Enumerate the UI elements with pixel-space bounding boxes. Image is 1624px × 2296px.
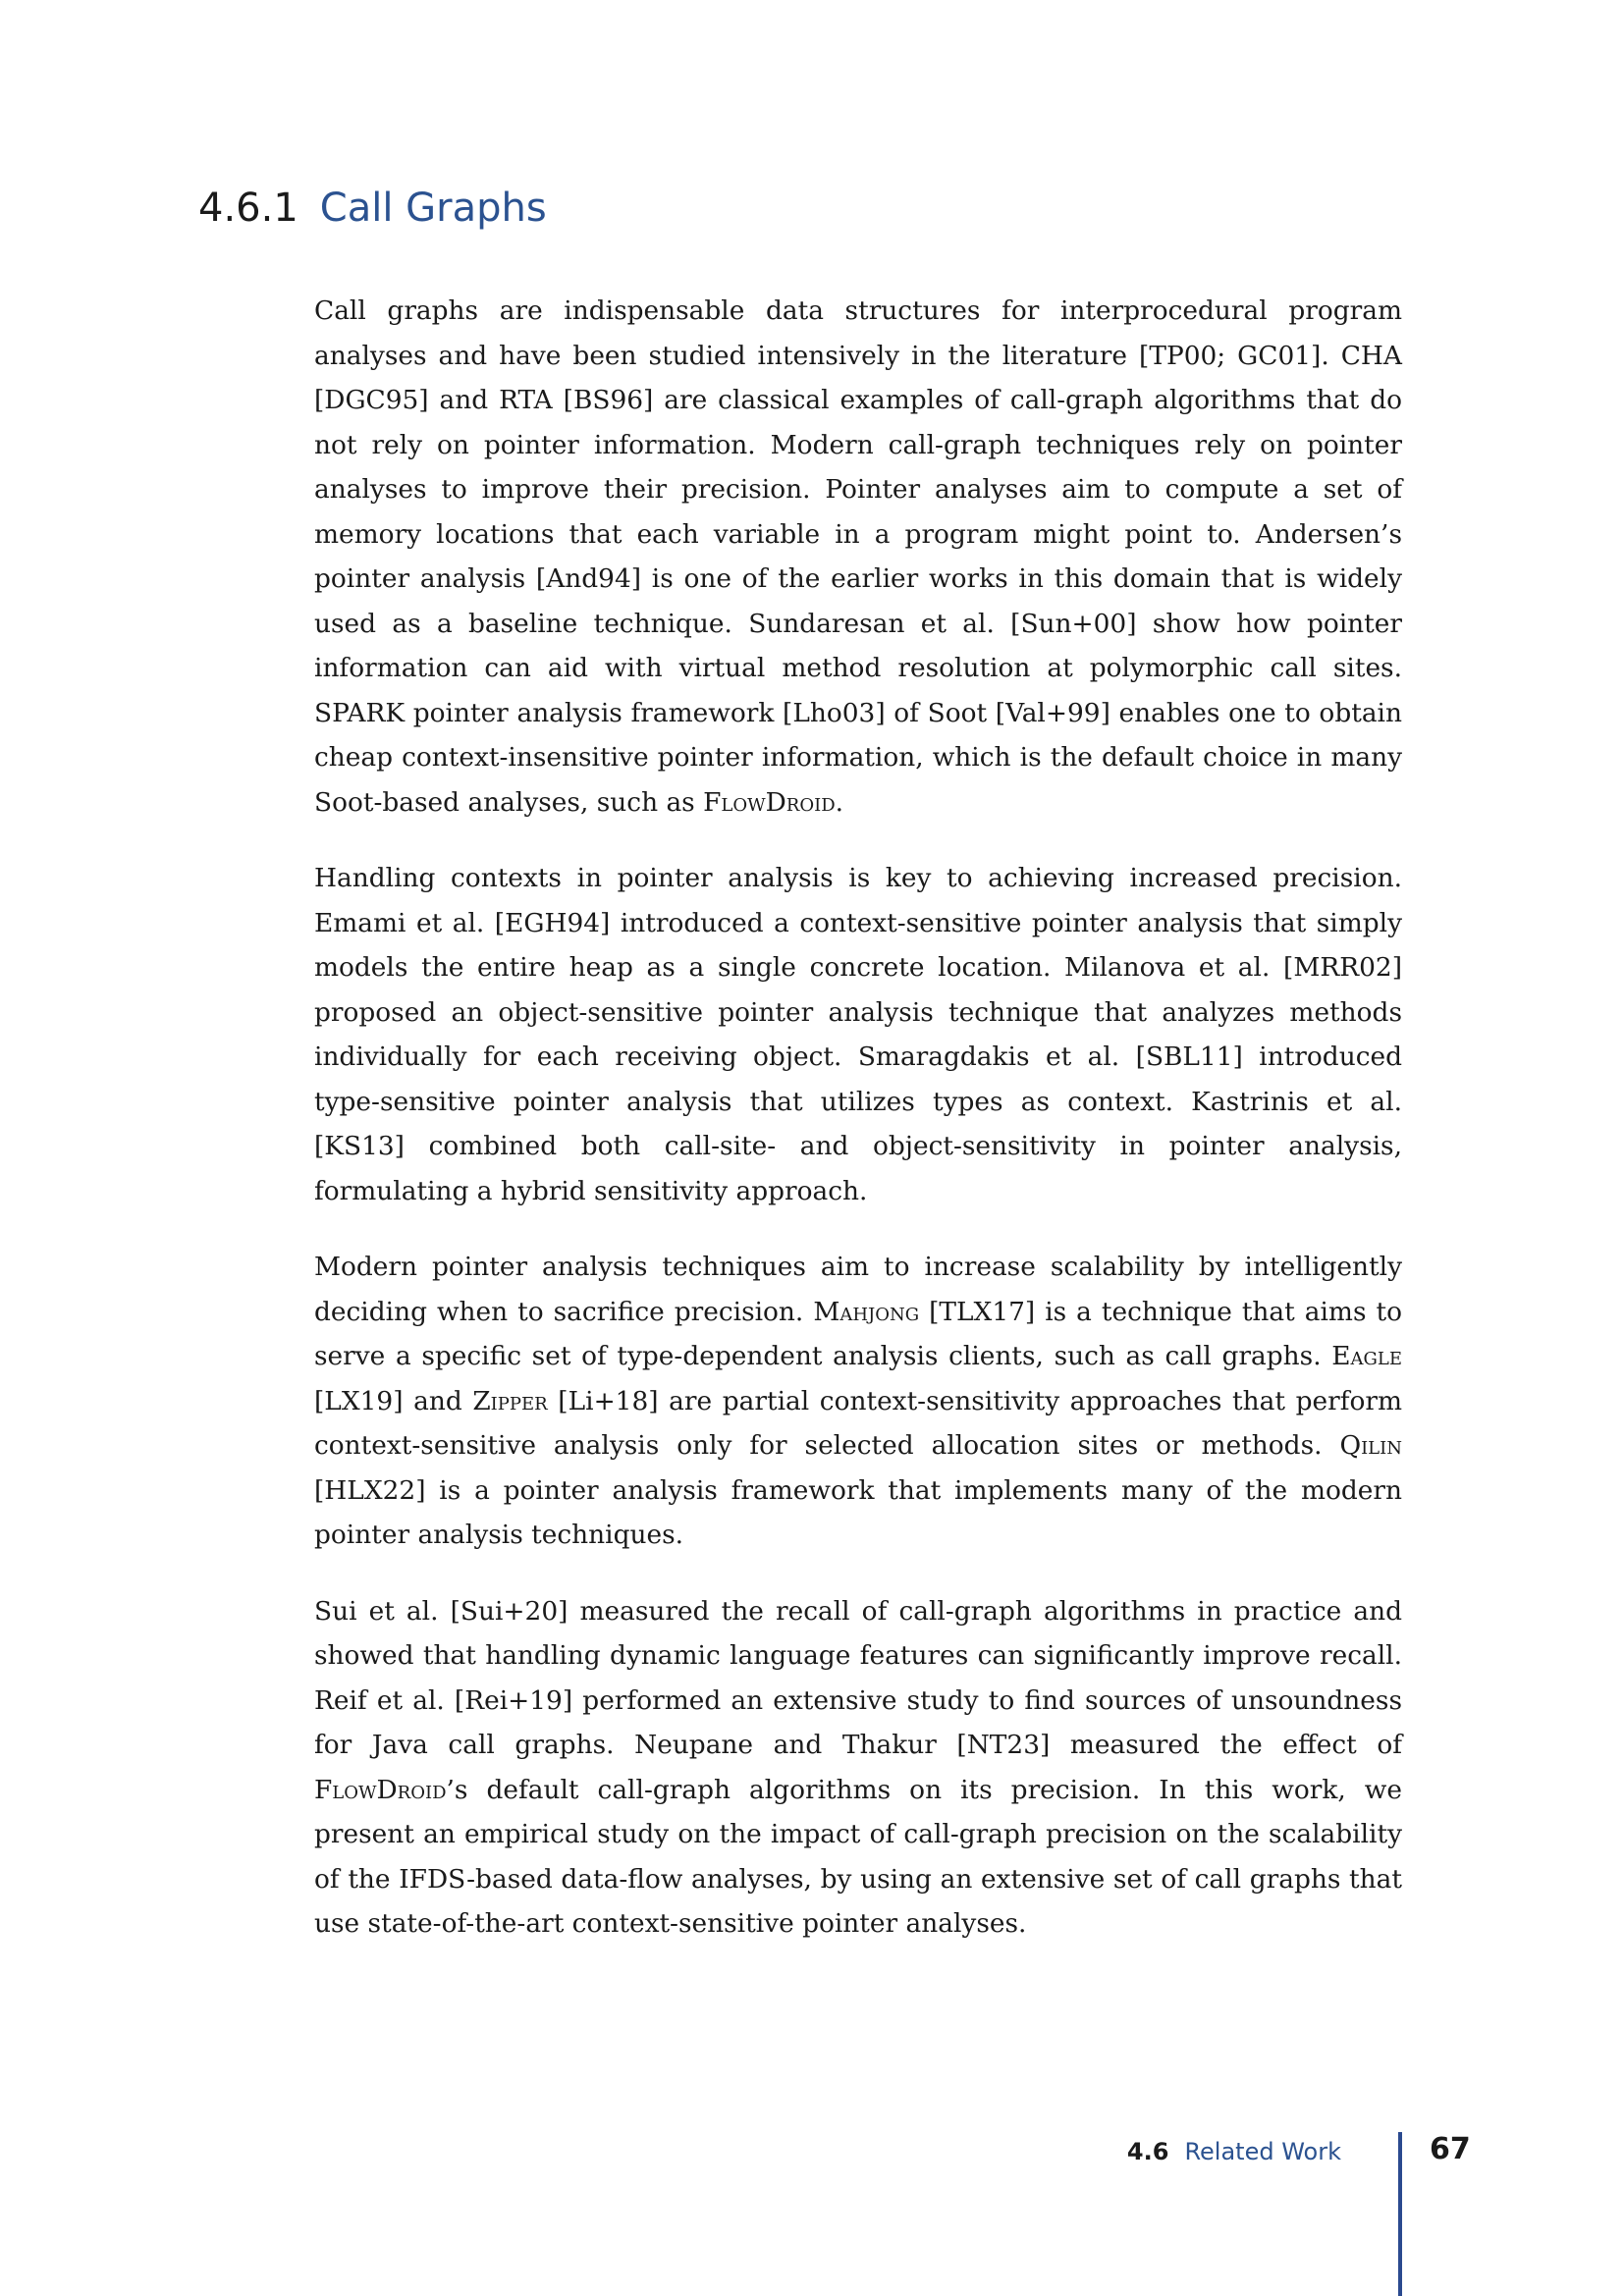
paragraph: Sui et al. [Sui+20] measured the recall of call-graph algorithms in practice and showed that handling dynamic language features can significantly improve recall. Reif et al. [Rei+19] performed an extensive study to find sources of unsoundness for Java call graphs. Neupane and Thakur [NT23] measured the effect of FlowDroid’s default call-graph algorithms on its precision. In this work, we present an empirical study on the impact of call-graph precision on the scalability of the IFDS-based data-flow analyses, by using an extensive set of call graphs that use state-of-the-art context-sensitive pointer analyses. (314, 1595, 1402, 1939)
tool-name: Qilin (1339, 1430, 1402, 1461)
section-number: 4.6.1 (198, 186, 298, 231)
tool-name: FlowDroid (314, 1774, 447, 1805)
paragraph: Handling contexts in pointer analysis is key to achieving increased precision. Emami et al. [EGH94] introduced a context-sensitive pointer analysis that simply models the entire heap as a single concrete location. Milanova et al. [MRR02] proposed an object-sensitive pointer analysis technique that analyzes methods individually for each receiving object. Smaragdakis et al. [SBL11] introduced type-sensitive pointer analysis that utilizes types as context. Kastrinis et al. [KS13] combined both call-site- and object-sensitivity in pointer analysis, formulating a hybrid sensitivity approach. (314, 863, 1402, 1206)
running-footer (1127, 2132, 1341, 2171)
tool-name: Mahjong (813, 1296, 920, 1327)
footer-section-title: Related Work (1184, 2138, 1341, 2165)
section-title: Call Graphs (319, 186, 547, 231)
body-text (314, 289, 1402, 1978)
tool-name: Zipper (472, 1385, 548, 1416)
page-number: 67 (1430, 2132, 1471, 2166)
tool-name: FlowDroid (703, 786, 836, 818)
footer-rule (1398, 2132, 1402, 2296)
tool-name: Eagle (1331, 1341, 1402, 1371)
paragraph: Modern pointer analysis techniques aim to increase scalability by intelligently deciding when to sacrifice precision. Mahjong [TLX17] is a technique that aims to serve a specific set of type-dependent analysis clients, such as call graphs. Eagle [LX19] and Zipper [Li+18] are partial context-sensitivity approaches that perform context-sensitive analysis only for selected allocation sites or methods. Qilin [HLX22] is a pointer analysis framework that implements many of the modern pointer analysis techniques. (314, 1252, 1403, 1550)
section-heading (198, 183, 547, 234)
paragraph: Call graphs are indispensable data structures for interprocedural program analyses and have been studied intensively in the literature [TP00; GC01]. CHA [DGC95] and RTA [BS96] are classical examples of call-graph algorithms that do not rely on pointer information. Modern call-graph techniques rely on pointer analyses to improve their precision. Pointer analyses aim to compute a set of memory locations that each variable in a program might point to. Andersen’s pointer analysis [And94] is one of the earlier works in this domain that is widely used as a baseline technique. Sundaresan et al. [Sun+00] show how pointer information can aid with virtual method resolution at polymorphic call sites. SPARK pointer analysis framework [Lho03] of Soot [Val+99] enables one to obtain cheap context-insensitive pointer information, which is the default choice in many Soot-based analyses, such as FlowDroid. (314, 295, 1402, 818)
footer-section-number: 4.6 (1126, 2138, 1169, 2165)
